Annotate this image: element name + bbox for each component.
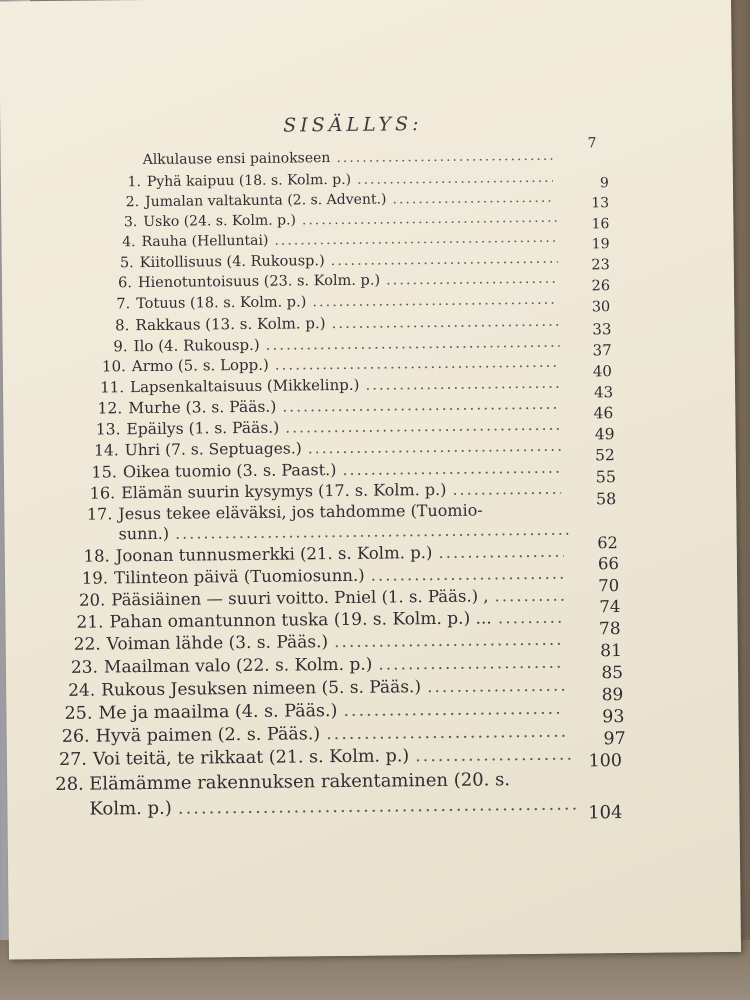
leader-dots bbox=[438, 542, 564, 562]
toc-entry-page: 19 bbox=[591, 236, 610, 253]
toc-entry-page: 93 bbox=[602, 707, 625, 728]
toc-entry-title: Tilinteon päivä (Tuomiosunn.) bbox=[113, 565, 365, 588]
toc-entry-number: 22. bbox=[73, 634, 101, 655]
toc-entry-number: 7. bbox=[116, 296, 131, 313]
toc-entry-13 bbox=[92, 416, 560, 439]
toc-entry-title: Jesus tekee eläväksi, jos tahdomme (Tuomio- bbox=[118, 500, 483, 524]
leader-dots bbox=[175, 520, 572, 543]
toc-entry-1 bbox=[113, 170, 553, 191]
toc-entry-2 bbox=[111, 190, 555, 211]
toc-entry-continuation-text: Kolm. p.) bbox=[89, 797, 172, 820]
toc-entry-page: 30 bbox=[591, 299, 611, 316]
toc-entry-11 bbox=[96, 374, 560, 397]
toc-entry-page: 104 bbox=[588, 802, 623, 824]
toc-entry-number: 6. bbox=[118, 275, 133, 292]
toc-entry-20 bbox=[77, 586, 565, 610]
toc-entry-page: 9 bbox=[599, 175, 610, 192]
toc-entry-continuation-text: sunn.) bbox=[118, 523, 170, 544]
toc-entry-number: 21. bbox=[76, 612, 104, 633]
toc-entry-number: 17. bbox=[86, 504, 113, 524]
leader-dots bbox=[336, 148, 554, 166]
toc-entry-page: 55 bbox=[595, 467, 617, 487]
page-title: SISÄLLYS: bbox=[283, 113, 423, 137]
toc-entry-number: 24. bbox=[68, 680, 96, 701]
toc-entry-number: 8. bbox=[114, 316, 130, 335]
toc-entry-title: Rakkaus (13. s. Kolm. p.) bbox=[135, 314, 326, 335]
toc-entry-number: 19. bbox=[81, 568, 109, 588]
toc-entry-page: 66 bbox=[597, 554, 620, 574]
toc-entry-title: Jumalan valtakunta (2. s. Advent.) bbox=[145, 191, 387, 211]
toc-entry-number: 4. bbox=[122, 234, 136, 251]
toc-entry-title: Pääsiäinen — suuri voitto. Pniel (1. s. Pääs.) , bbox=[111, 586, 489, 610]
toc-entry-number: 27. bbox=[59, 749, 88, 770]
toc-entry-page: 78 bbox=[598, 619, 621, 640]
leader-dots bbox=[415, 745, 575, 767]
toc-entry-number: 26. bbox=[61, 726, 90, 747]
toc-entry-3 bbox=[109, 210, 557, 231]
leader-dots bbox=[331, 312, 559, 332]
toc-entry-26 bbox=[62, 722, 566, 747]
toc-entry-28 bbox=[55, 769, 575, 795]
leader-dots bbox=[282, 395, 560, 416]
toc-entry-5 bbox=[106, 251, 558, 272]
toc-entry-15 bbox=[89, 458, 561, 482]
toc-entry-title: Murhe (3. s. Pääs.) bbox=[128, 397, 277, 418]
leader-dots bbox=[266, 333, 560, 354]
toc-entry-continuation bbox=[89, 794, 576, 820]
toc-entry-number: 16. bbox=[89, 483, 116, 503]
leader-dots bbox=[343, 699, 564, 721]
toc-entry-page: 46 bbox=[593, 404, 614, 423]
toc-entry-8 bbox=[101, 312, 559, 335]
toc-entry-23 bbox=[70, 653, 564, 678]
leader-dots bbox=[427, 676, 565, 697]
toc-entry-number: 5. bbox=[119, 255, 134, 272]
leader-dots bbox=[334, 630, 563, 652]
toc-entry-number: 25. bbox=[64, 703, 93, 724]
leader-dots bbox=[378, 653, 564, 675]
toc-entry-22 bbox=[73, 630, 563, 655]
toc-entry-title: Armo (5. s. Lopp.) bbox=[131, 355, 269, 376]
toc-entry-number: 3. bbox=[123, 214, 138, 231]
toc-entry-title: Uhri (7. s. Septuages.) bbox=[124, 439, 302, 460]
toc-entry-page: 23 bbox=[591, 257, 610, 274]
leader-dots bbox=[178, 794, 577, 819]
toc-entry-title: Oikea tuomio (3. s. Paast.) bbox=[122, 460, 337, 482]
toc-entry-page: 85 bbox=[601, 663, 624, 684]
toc-entry-continuation bbox=[118, 520, 571, 544]
toc-entry-page: 74 bbox=[599, 597, 621, 617]
toc-entry-page: 58 bbox=[595, 489, 617, 509]
toc-entry-number: 20. bbox=[78, 590, 106, 610]
toc-entry-page: 100 bbox=[588, 751, 623, 772]
toc-entry-page: 52 bbox=[594, 446, 615, 465]
toc-entry-title: Voiman lähde (3. s. Pääs.) bbox=[106, 632, 329, 655]
leader-dots bbox=[302, 210, 557, 229]
toc-entry-title: Hyvä paimen (2. s. Pääs.) bbox=[95, 724, 321, 747]
toc-entry-page: 70 bbox=[598, 576, 620, 596]
toc-entry-number: 2. bbox=[125, 194, 140, 211]
toc-entry-4 bbox=[107, 230, 557, 251]
leader-dots bbox=[274, 230, 557, 249]
toc-entry-title: Pyhä kaipuu (18. s. Kolm. p.) bbox=[146, 171, 352, 190]
toc-entry-page: 40 bbox=[592, 362, 613, 381]
leader-dots bbox=[494, 586, 565, 606]
toc-entry-number: 9. bbox=[113, 337, 128, 356]
toc-entry-page: 62 bbox=[597, 533, 618, 553]
leader-dots bbox=[498, 608, 564, 629]
leader-dots bbox=[285, 416, 560, 437]
toc-entry-title: Alkulause ensi painokseen bbox=[142, 150, 331, 169]
toc-entry-title: Hienotuntoisuus (23. s. Kolm. p.) bbox=[137, 272, 381, 292]
toc-entry-14 bbox=[91, 437, 561, 460]
toc-entry-title: Joonan tunnusmerkki (21. s. Kolm. p.) bbox=[115, 543, 433, 566]
leader-dots bbox=[308, 437, 561, 458]
toc-entry-6 bbox=[104, 271, 558, 292]
toc-entry-title: Elämän suurin kysymys (17. s. Kolm. p.) bbox=[121, 479, 447, 503]
toc-entry-number: 15. bbox=[91, 462, 118, 482]
toc-entry-number: 13. bbox=[95, 420, 121, 439]
toc-entry-12 bbox=[94, 395, 560, 418]
toc-entry-title: Maailman valo (22. s. Kolm. p.) bbox=[103, 654, 373, 678]
leader-dots bbox=[392, 190, 555, 208]
leader-dots bbox=[365, 374, 560, 394]
toc-entry-title: Pahan omantunnon tuska (19. s. Kolm. p.) ... bbox=[109, 608, 492, 633]
toc-entry-title: Kiitollisuus (4. Rukousp.) bbox=[139, 253, 325, 272]
toc-entry-title: Lapsenkaltaisuus (Mikkelinp.) bbox=[129, 375, 360, 397]
toc-entry-title: Voi teitä, te rikkaat (21. s. Kolm. p.) bbox=[92, 746, 410, 770]
toc-entry-title: Usko (24. s. Kolm. p.) bbox=[143, 212, 297, 231]
toc-entry-10 bbox=[98, 353, 560, 376]
toc-entry-page: 89 bbox=[601, 685, 624, 706]
toc-entry-preface bbox=[143, 148, 555, 168]
toc-entry-number: 11. bbox=[100, 378, 125, 397]
toc-entry-number: 12. bbox=[97, 399, 123, 418]
toc-entry-16 bbox=[87, 479, 561, 503]
toc-entry-number: 1. bbox=[127, 174, 141, 191]
toc-entry-18 bbox=[82, 542, 564, 566]
toc-entry-number: 18. bbox=[83, 546, 110, 566]
toc-entry-page: 37 bbox=[592, 341, 612, 360]
leader-dots bbox=[312, 292, 558, 311]
leader-dots bbox=[371, 564, 565, 585]
toc-entry-page: 7 bbox=[587, 135, 597, 152]
toc-entry-24 bbox=[67, 676, 565, 701]
leader-dots bbox=[452, 479, 561, 499]
toc-entry-number: 10. bbox=[101, 357, 126, 376]
toc-entry-number: 28. bbox=[55, 773, 84, 795]
toc-entry-page: 43 bbox=[593, 383, 614, 402]
toc-entry-19 bbox=[80, 564, 564, 588]
toc-entry-title: Rauha (Helluntai) bbox=[141, 232, 269, 251]
toc-entry-page: 13 bbox=[591, 195, 610, 212]
leader-dots bbox=[326, 722, 566, 745]
toc-entry-title: Epäilys (1. s. Pääs.) bbox=[126, 418, 280, 439]
toc-entry-title: Elämämme rakennuksen rakentaminen (20. s. bbox=[89, 769, 511, 795]
toc-entry-9 bbox=[100, 333, 560, 356]
leader-dots bbox=[331, 251, 558, 269]
toc-entry-21 bbox=[75, 608, 563, 633]
toc-entry-title: Ilo (4. Rukousp.) bbox=[133, 335, 260, 356]
toc-entry-page: 26 bbox=[591, 278, 611, 295]
toc-entry-title: Totuus (18. s. Kolm. p.) bbox=[136, 294, 307, 313]
toc-entry-number: 23. bbox=[70, 657, 99, 678]
toc-entry-25 bbox=[64, 699, 564, 724]
toc-entry-title: Me ja maailma (4. s. Pääs.) bbox=[98, 701, 338, 724]
toc-entry-27 bbox=[59, 745, 575, 770]
toc-entry-page: 97 bbox=[603, 729, 626, 750]
leader-dots bbox=[357, 170, 553, 188]
toc-entry-page: 33 bbox=[592, 320, 612, 339]
leader-dots bbox=[342, 458, 561, 479]
toc-entry-page: 16 bbox=[591, 216, 610, 233]
leader-dots bbox=[275, 353, 560, 374]
toc-entry-title: Rukous Jesuksen nimeen (5. s. Pääs.) bbox=[101, 677, 422, 701]
leader-dots bbox=[386, 271, 558, 289]
toc-entry-number: 14. bbox=[93, 441, 119, 460]
toc-entry-7 bbox=[102, 292, 558, 313]
toc-entry-page: 81 bbox=[600, 641, 622, 662]
toc-entry-page: 49 bbox=[594, 425, 615, 444]
